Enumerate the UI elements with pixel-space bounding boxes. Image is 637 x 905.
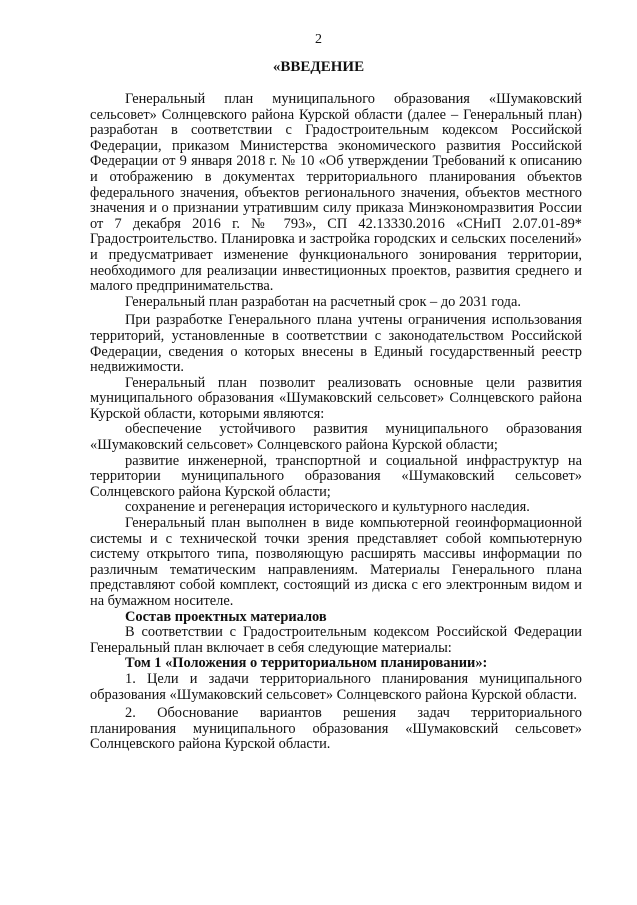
volume-item-2: 2. Обоснование вариантов решения задач территориального планирования муниципального образования «Шумаковский сельсовет» Солнцевского района Курской области. (90, 705, 582, 753)
section-title: «ВВЕДЕНИЕ (272, 59, 365, 75)
paragraph-goals: Генеральный план позволит реализовать основные цели развития муниципального образования «Шумаковский сельсовет» Солнцевского района Курской области, которыми являются: (90, 374, 582, 422)
subheading-materials: Состав проектных материалов (125, 608, 327, 625)
goal-item-1: обеспечение устойчивого развития муниципального образования «Шумаковский сельсовет» Солнцевского района Курской области; (90, 421, 582, 454)
paragraph-materials: В соответствии с Градостроительным кодексом Российской Федерации Генеральный план включает в себя следующие материалы: (90, 624, 582, 656)
document-body (90, 92, 582, 753)
paragraph-gis: Генеральный план выполнен в виде компьютерной геоинформационной системы и с технической точки зрения представляет собой компьютерную систему открытого типа, позволяющую расширять массивы информации по различным тематическим направлениям. Материалы Генерального плана представляют собой комплект, состоящий из диска с его электронным видом и на бумажном носителе. (90, 515, 582, 609)
page-number: 2 (315, 32, 322, 47)
subheading-volume-1: Том 1 «Положения о территориальном планировании»: (125, 655, 488, 672)
paragraph-intro: Генеральный план муниципального образования «Шумаковский сельсовет» Солнцевского района Курской области (далее – Генеральный план) разработан в соответствии с Градостроительным кодексом Российской Федерации, приказом Министерства экономического развития Российской Федерации от 9 января 2018 г. № 10 «Об утверждении Требований к описанию и отображению в документах территориального планирования объектов федерального значения, объектов регионального значения, объектов местного значения и о признании утратившим силу приказа Минэкономразвития России от 7 декабря 2016 г. № 793», СП 42.13330.2016 «СНиП 2.07.01-89* Градостроительство. Планировка и застройка городских и сельских поселений» и предусматривает изменение функционального зонирования территории, необходимого для реализации инвестиционных проектов, развития среднего и малого предпринимательства. (90, 91, 582, 295)
volume-item-1: 1. Цели и задачи территориального планирования муниципального образования «Шумаковский сельсовет» Солнцевского района Курской области. (90, 670, 582, 703)
goal-item-3: сохранение и регенерация исторического и культурного наследия. (125, 499, 530, 516)
paragraph-term: Генеральный план разработан на расчетный срок – до 2031 года. (125, 293, 521, 310)
paragraph-restrictions: При разработке Генерального плана учтены ограничения использования территорий, установленные в соответствии с законодательством Российской Федерации, сведения о которых внесены в Единый государственный реестр недвижимости. (90, 312, 582, 376)
goal-item-2: развитие инженерной, транспортной и социальной инфраструктур на территории муниципального образования «Шумаковский сельсовет» Солнцевского района Курской области; (90, 452, 582, 500)
